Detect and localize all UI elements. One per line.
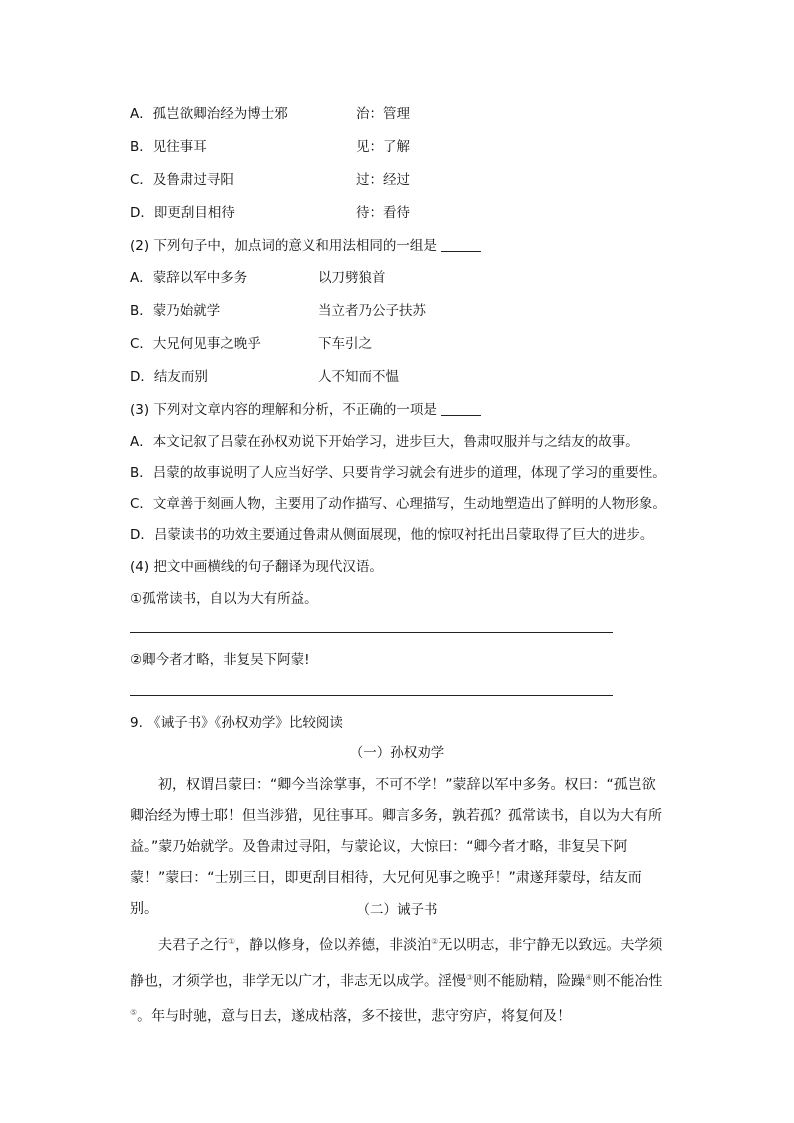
q1-option-b-text: B．见往事耳 [130, 139, 207, 155]
passage-2-seg-3: 无以明志，非宁静无以致远。夫学须静也，才须学也，非学无以广才，非志无以成学。淫慢 [130, 937, 663, 990]
passage-1-text: 初，权谓吕蒙曰：“卿今当涂掌事，不可不学！”蒙辞以军中多务。权曰：“孤岂欲卿治经为博士耶！但当涉猎，见往事耳。卿言多务，孰若孤？孤常读书，自以为大有所益。”蒙乃始就学。及鲁肃过寻阳，与蒙论议，大惊曰：“卿今者才略，非复吴下阿蒙！”蒙曰：“士别三日，即更刮目相待，大兄何见事之晚乎！”肃遂拜蒙母，结友而别。 [130, 777, 662, 917]
passage-2-seg-2: ，静以修身，俭以养德，非淡泊 [235, 937, 432, 954]
footnote-1-mark: ① [228, 937, 236, 946]
passage-1-title: （一）孙权劝学 [349, 745, 445, 761]
q2-option-a-text: A．蒙辞以军中多务 [130, 270, 248, 286]
footnote-5-mark: ⑤ [130, 1008, 138, 1018]
q2-option-b-pair: 当立者乃公子扶苏 [318, 303, 426, 319]
footnote-2-mark: ② [431, 937, 439, 946]
q2-option-d-pair: 人不知而不愠 [318, 369, 399, 385]
q3-option-d: D．吕蒙读书的功效主要通过鲁肃从侧面展现，他的惊叹衬托出吕蒙取得了巨大的进步。 [130, 527, 654, 543]
q2-option-d-text: D．结友而别 [130, 369, 208, 385]
q3-stem-text: (3) 下列对文章内容的理解和分析，不正确的一项是 [130, 402, 437, 418]
q4-answer-line-2[interactable] [130, 695, 613, 696]
q2-option-c-text: C．大兄何见事之晚乎 [130, 336, 261, 352]
q4-sentence-2: ②卿今者才略，非复吴下阿蒙! [130, 652, 310, 668]
passage-2-seg-4: 则不能励精，险躁 [473, 973, 586, 990]
q4-stem: (4) 把文中画横线的句子翻译为现代汉语。 [130, 559, 383, 575]
q3-option-c: C．文章善于刻画人物，主要用了动作描写、心理描写，生动地塑造出了鲜明的人物形象。 [130, 496, 666, 512]
q2-option-b-text: B．蒙乃始就学 [130, 303, 221, 319]
q1-option-c-text: C．及鲁肃过寻阳 [130, 172, 234, 188]
q9-title: 9. 《诫子书》《孙权劝学》比较阅读 [130, 715, 343, 731]
q4-sentence-1: ①孤常读书，自以为大有所益。 [130, 591, 318, 607]
q3-answer-blank[interactable] [441, 401, 481, 416]
q1-option-a-text: A．孤岂欲卿治经为博士邪 [130, 106, 288, 122]
q1-option-d-text: D．即更刮目相待 [130, 205, 235, 221]
passage-2-seg-5: 则不能冶性 [592, 973, 663, 990]
q4-answer-line-1[interactable] [130, 632, 613, 633]
q3-stem [130, 400, 481, 420]
q2-stem-text: (2) 下列句子中，加点词的意义和用法相同的一组是 [130, 238, 437, 254]
q1-option-d-gloss: 待：看待 [356, 205, 410, 221]
passage-2-text [130, 926, 666, 1033]
q3-option-b: B．吕蒙的故事说明了人应当好学、只要肯学习就会有进步的道理，体现了学习的重要性。 [130, 465, 666, 481]
q1-option-a-gloss: 治：管理 [356, 106, 410, 122]
footnote-4-mark: ④ [585, 972, 593, 982]
q1-option-b-gloss: 见：了解 [356, 139, 410, 155]
passage-2-title: （二）诫子书 [356, 902, 438, 918]
q2-option-c-pair: 下车引之 [318, 336, 372, 352]
q2-stem [130, 236, 481, 256]
passage-2-seg-1: 夫君子之行 [158, 937, 228, 954]
q3-option-a: A．本文记叙了吕蒙在孙权劝说下开始学习，进步巨大，鲁肃叹服并与之结友的故事。 [130, 434, 639, 450]
q2-answer-blank[interactable] [441, 237, 481, 252]
footnote-3-mark: ③ [466, 972, 474, 982]
passage-2-seg-6: 。年与时驰，意与日去，遂成枯落，多不接世，悲守穷庐，将复何及！ [137, 1008, 572, 1025]
q1-option-c-gloss: 过：经过 [356, 172, 410, 188]
q2-option-a-pair: 以刀劈狼首 [318, 270, 386, 286]
